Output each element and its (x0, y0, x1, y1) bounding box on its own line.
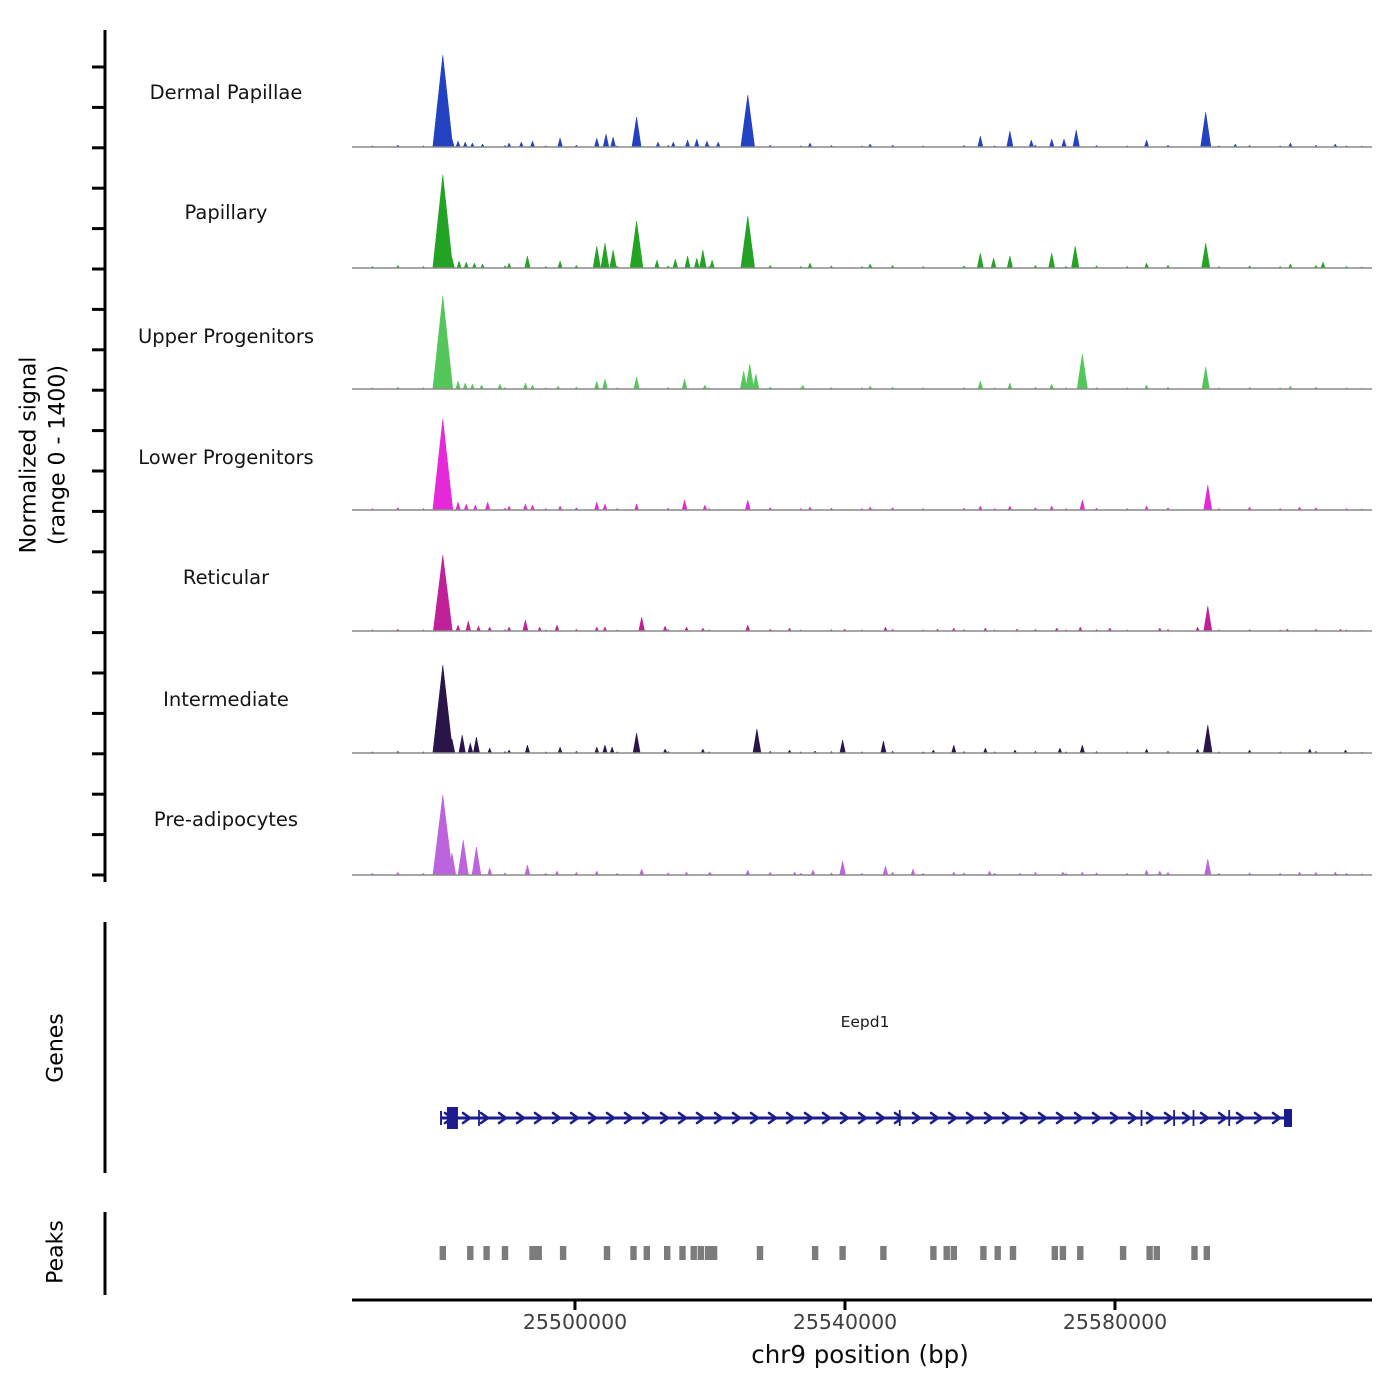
track-label-intermediate: Intermediate (163, 688, 289, 711)
x-tick-label-25580000: 25580000 (1062, 1310, 1168, 1334)
x-axis-title: chr9 position (bp) (751, 1340, 969, 1369)
track-label-upper-progenitors: Upper Progenitors (137, 325, 315, 348)
y-axis-label-line1: Normalized signal (16, 356, 42, 554)
y-axis-label (15, 357, 72, 554)
track-label-lower-progenitors: Lower Progenitors (138, 446, 314, 469)
peaks-panel-label: Peaks (43, 1220, 69, 1284)
genes-panel-label: Genes (43, 1013, 69, 1083)
gene-name-label: Eepd1 (840, 1013, 890, 1031)
x-tick-label-25540000: 25540000 (792, 1310, 898, 1334)
track-label-pre-adipocytes: Pre-adipocytes (153, 808, 299, 831)
track-label-dermal-papillae: Dermal Papillae (149, 81, 303, 104)
y-axis-label-line2: (range 0 - 1400) (45, 364, 70, 546)
track-label-reticular: Reticular (182, 566, 270, 589)
x-tick-label-25500000: 25500000 (522, 1310, 628, 1334)
track-label-papillary: Papillary (184, 201, 268, 224)
